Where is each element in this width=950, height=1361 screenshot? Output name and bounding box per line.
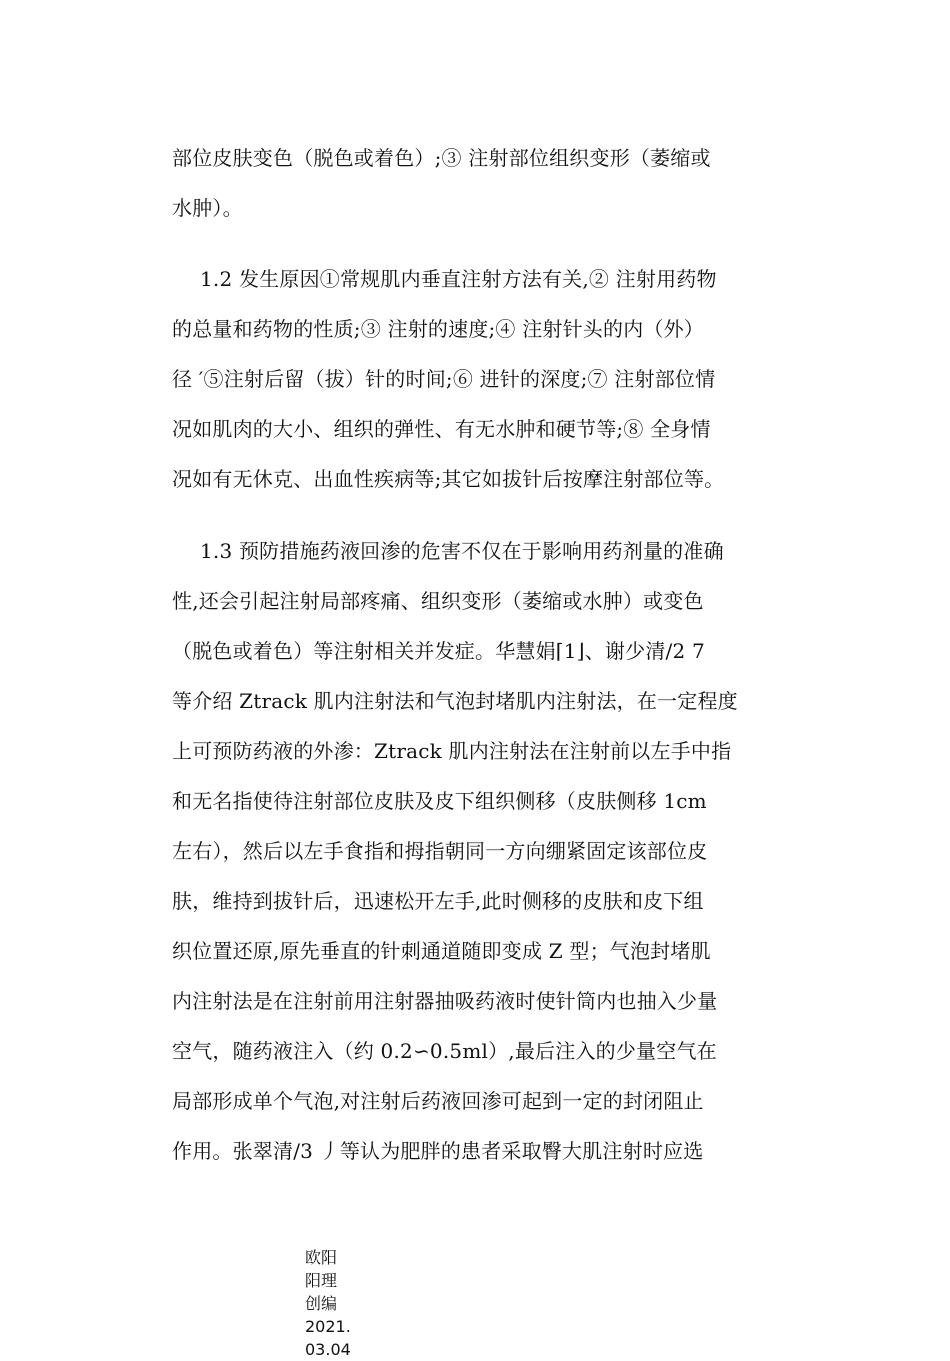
text-line-7: 况如有无休克、出血性疾病等;其它如拔针后按摩注射部位等。 bbox=[172, 467, 725, 491]
text-line-5: 径 ′⑤注射后留（拔）针的时间;⑥ 进针的深度;⑦ 注射部位情 bbox=[172, 367, 716, 391]
text-line-6: 况如肌肉的大小、组织的弹性、有无水肿和硬节等;⑧ 全身情 bbox=[172, 417, 711, 441]
text-line-17: 内注射法是在注射前用注射器抽吸药液时使针筒内也抽入少量 bbox=[172, 989, 718, 1013]
text-line-16: 织位置还原,原先垂直的针刺通道随即变成 Z 型；气泡封堵肌 bbox=[172, 939, 711, 963]
text-line-1: 部位皮肤变色（脱色或着色）;③ 注射部位组织变形（萎缩或 bbox=[172, 146, 711, 170]
text-line-9: 性,还会引起注射局部疼痛、组织变形（萎缩或水肿）或变色 bbox=[172, 589, 704, 613]
footer-date-line-1: 2021. bbox=[305, 1317, 351, 1336]
footer-author-line-1: 欧阳 bbox=[305, 1248, 338, 1267]
text-line-14: 左右），然后以左手食指和拇指朝同一方向绷紧固定该部位皮 bbox=[172, 839, 708, 863]
text-line-20: 作用。张翠清/3 丿等认为肥胖的患者采取臀大肌注射时应选 bbox=[172, 1139, 704, 1163]
text-line-4: 的总量和药物的性质;③ 注射的速度;④ 注射针头的内（外） bbox=[172, 317, 704, 341]
text-line-12: 上可预防药液的外渗：Ztrack 肌内注射法在注射前以左手中指 bbox=[172, 739, 732, 763]
text-line-3: 1.2 发生原因①常规肌内垂直注射方法有关,② 注射用药物 bbox=[200, 267, 717, 291]
footer-date-line-2: 03.04 bbox=[305, 1340, 351, 1359]
text-line-2: 水肿）。 bbox=[172, 196, 243, 220]
footer-author-line-3: 创编 bbox=[305, 1294, 338, 1313]
text-line-10: （脱色或着色）等注射相关并发症。华慧娟⌈1⌋、谢少清/2 7 bbox=[172, 639, 705, 663]
text-line-13: 和无名指使待注射部位皮肤及皮下组织侧移（皮肤侧移 1cm bbox=[172, 789, 707, 813]
text-line-11: 等介绍 Ztrack 肌内注射法和气泡封堵肌内注射法，在一定程度 bbox=[172, 689, 738, 713]
text-line-8: 1.3 预防措施药液回渗的危害不仅在于影响用药剂量的准确 bbox=[200, 539, 724, 563]
text-line-15: 肤，维持到拔针后，迅速松开左手,此时侧移的皮肤和皮下组 bbox=[172, 889, 704, 913]
text-line-18: 空气，随药液注入（约 0.2∽0.5ml）,最后注入的少量空气在 bbox=[172, 1039, 717, 1063]
text-line-19: 局部形成单个气泡,对注射后药液回渗可起到一定的封闭阻止 bbox=[172, 1089, 704, 1113]
footer-author-line-2: 阳理 bbox=[305, 1271, 338, 1290]
